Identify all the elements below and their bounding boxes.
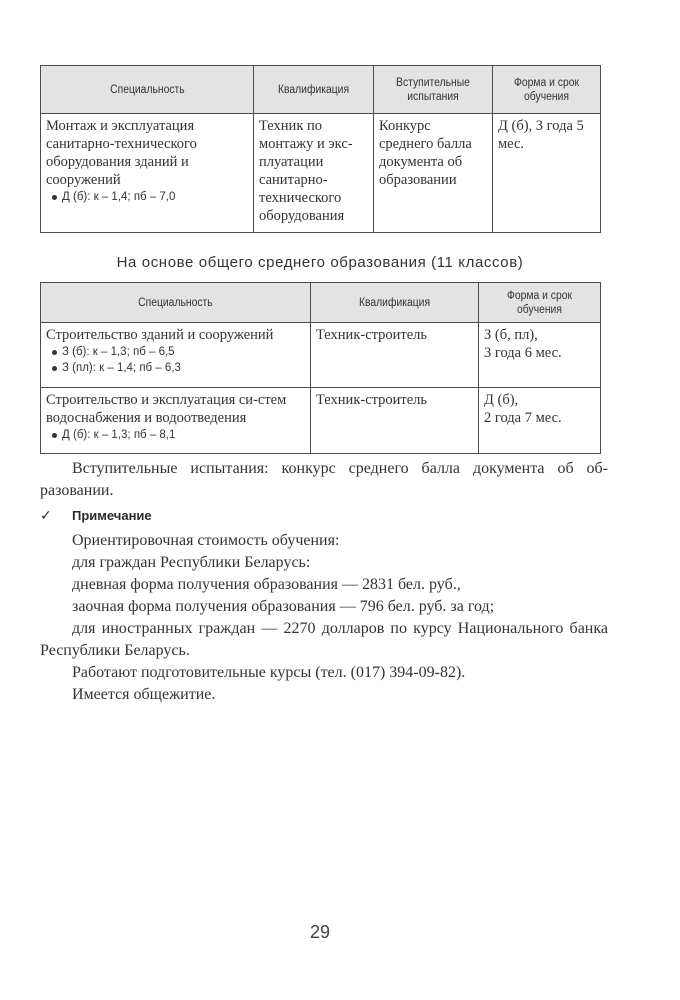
header-specialty: Специальность [41, 283, 311, 323]
note-foreign-cost: для иностранных граждан — 2270 долларов по курсу Национального банка Республики Беларусь. [40, 620, 608, 659]
table-header-row [41, 283, 601, 323]
note-body [40, 530, 608, 706]
note-line: дневная форма получения образования — 2831 бел. руб., [72, 576, 461, 593]
specialties-table-1 [40, 65, 601, 233]
table-row [41, 114, 601, 233]
header-specialty: Специальность [41, 66, 254, 114]
header-entrance-exams: Вступительные испытания [374, 66, 493, 114]
table-header-row [41, 66, 601, 114]
entrance-note-text: Вступительные испытания: конкурс среднего балла документа об об-разовании. [40, 460, 608, 499]
note-prep-courses: Работают подготовительные курсы (тел. (017) 394-09-82). [72, 664, 466, 681]
score-list [46, 427, 304, 443]
score-list [46, 344, 304, 376]
specialty-name: Строительство зданий и сооружений [46, 327, 274, 343]
duration: 3 года 6 мес. [484, 345, 562, 361]
cell-specialty [41, 323, 311, 388]
cell-specialty [41, 114, 254, 233]
header-form-duration: Форма и срок обучения [479, 283, 601, 323]
score-list [46, 189, 247, 205]
cell-form-duration [479, 323, 601, 388]
score-item: З (б): к – 1,3; пб – 6,5 [52, 344, 304, 360]
section-title: На основе общего среднего образования (11 классов) [116, 254, 524, 271]
note-line: заочная форма получения образования — 796 бел. руб. за год; [72, 598, 495, 615]
header-qualification: Квалификация [311, 283, 479, 323]
specialty-name: Строительство и эксплуатация си-стем водоснабжения и водоотведения [46, 392, 287, 426]
cell-form-duration: Д (б), 3 года 5 мес. [493, 114, 601, 233]
checkmark-icon: ✓ [40, 507, 52, 523]
cell-entrance-exams: Конкурс среднего балла документа об образовании [374, 114, 493, 233]
note-line: Ориентировочная стоимость обучения: [72, 532, 340, 549]
note-dormitory: Имеется общежитие. [72, 686, 216, 703]
cell-qualification: Техник-строитель [311, 388, 479, 454]
specialty-name: Монтаж и эксплуатация санитарно-технического оборудования зданий и сооружений [46, 118, 197, 188]
duration: 2 года 7 мес. [484, 410, 562, 426]
table-row [41, 388, 601, 454]
header-qualification: Квалификация [254, 66, 374, 114]
header-form-duration: Форма и срок обучения [493, 66, 601, 114]
note-title: Примечание [72, 508, 152, 523]
note-line: для граждан Республики Беларусь: [72, 554, 311, 571]
table-row [41, 323, 601, 388]
page-number: 29 [309, 922, 331, 942]
cell-form-duration [479, 388, 601, 454]
cell-specialty [41, 388, 311, 454]
score-item: Д (б): к – 1,4; пб – 7,0 [52, 189, 247, 205]
form-type: З (б, пл), [484, 327, 538, 343]
cell-qualification: Техник-строитель [311, 323, 479, 388]
form-type: Д (б), [484, 392, 519, 408]
cell-qualification: Техник по монтажу и экс-плуатации санитарно-технического оборудования [254, 114, 374, 233]
score-item: З (пл): к – 1,4; пб – 6,3 [52, 360, 304, 376]
specialties-table-2 [40, 282, 601, 454]
entrance-note [40, 458, 608, 502]
note-heading [40, 507, 152, 524]
score-item: Д (б): к – 1,3; пб – 8,1 [52, 427, 304, 443]
